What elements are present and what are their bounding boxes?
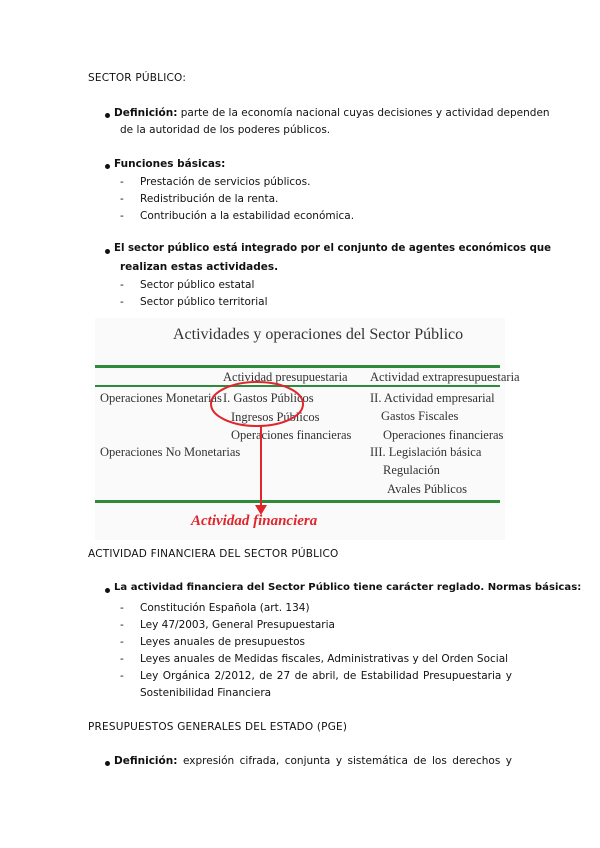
bullet-dot — [105, 113, 110, 118]
dash: - — [120, 602, 124, 614]
section-heading-actividad-financiera: ACTIVIDAD FINANCIERA DEL SECTOR PÚBLICO — [88, 548, 339, 560]
dash: - — [120, 670, 124, 682]
definition-label: Definición: — [114, 107, 178, 119]
bullet-dot — [105, 761, 110, 766]
function-item: Redistribución de la renta. — [140, 193, 279, 205]
row-no-monetarias: Operaciones No Monetarias — [100, 445, 241, 459]
regulated-text: La actividad financiera del Sector Público tiene carácter reglado. Normas básicas: — [114, 582, 582, 593]
dash: - — [120, 176, 124, 188]
pres-item: Ingresos Públicos — [231, 410, 320, 424]
norm-item: Leyes anuales de Medidas fiscales, Administrativas y del Orden Social — [140, 653, 509, 665]
norm-item: Constitución Española (art. 134) — [140, 602, 310, 614]
col-extrapresupuestaria: Actividad extrapresupuestaria — [370, 370, 520, 384]
row-monetarias: Operaciones Monetarias — [100, 391, 222, 405]
dash: - — [120, 279, 124, 291]
dash: - — [120, 636, 124, 648]
pres-item: Operaciones financieras — [231, 428, 352, 442]
figure-title: Actividades y operaciones del Sector Público — [173, 326, 464, 343]
extra-item: Operaciones financieras — [383, 428, 504, 442]
type-item: Sector público estatal — [140, 279, 255, 291]
pge-definition-text: expresión cifrada, conjunta y sistemática de los derechos y — [183, 755, 512, 767]
dash: - — [120, 619, 124, 631]
section-heading-pge: PRESUPUESTOS GENERALES DEL ESTADO (PGE) — [88, 721, 348, 733]
function-item: Prestación de servicios públicos. — [140, 176, 311, 188]
dash: - — [120, 210, 124, 222]
functions-label: Funciones básicas: — [114, 158, 226, 170]
extra-item: Avales Públicos — [387, 482, 467, 496]
figure-activities-operations — [95, 318, 520, 540]
highlight-ellipse — [211, 382, 303, 426]
norm-item: Ley Orgánica 2/2012, de 27 de abril, de Estabilidad Presupuestaria y — [140, 670, 512, 682]
bullet-dot — [105, 249, 110, 254]
extra-item: Regulación — [383, 463, 440, 477]
norm-item-cont: Sostenibilidad Financiera — [140, 687, 272, 699]
type-item: Sector público territorial — [140, 296, 268, 308]
bullet-dot — [105, 164, 110, 169]
extra-item: Gastos Fiscales — [381, 409, 459, 423]
norm-item: Ley 47/2003, General Presupuestaria — [140, 619, 335, 631]
pres-item: I. Gastos Públicos — [223, 391, 314, 405]
definition-text-cont: de la autoridad de los poderes públicos. — [120, 124, 331, 136]
definition-line — [114, 107, 550, 119]
section-heading-sector-publico: SECTOR PÚBLICO: — [88, 72, 187, 84]
integrated-text-cont: realizan estas actividades. — [120, 261, 279, 273]
norm-item: Leyes anuales de presupuestos — [140, 636, 306, 648]
col-presupuestaria: Actividad presupuestaria — [223, 370, 348, 384]
dash: - — [120, 193, 124, 205]
extra-item: II. Actividad empresarial — [370, 391, 495, 405]
function-item: Contribución a la estabilidad económica. — [140, 210, 355, 222]
dash: - — [120, 653, 124, 665]
pge-definition-label: Definición: — [114, 755, 178, 767]
dash: - — [120, 296, 124, 308]
activity-financiera-label: Actividad financiera — [191, 513, 318, 529]
bullet-dot — [105, 588, 110, 593]
highlight-overlay — [95, 318, 505, 540]
extra-item: III. Legislación básica — [370, 445, 482, 459]
integrated-text: El sector público está integrado por el conjunto de agentes económicos que — [114, 243, 552, 254]
definition-text: parte de la economía nacional cuyas decisiones y actividad dependen — [180, 107, 550, 119]
